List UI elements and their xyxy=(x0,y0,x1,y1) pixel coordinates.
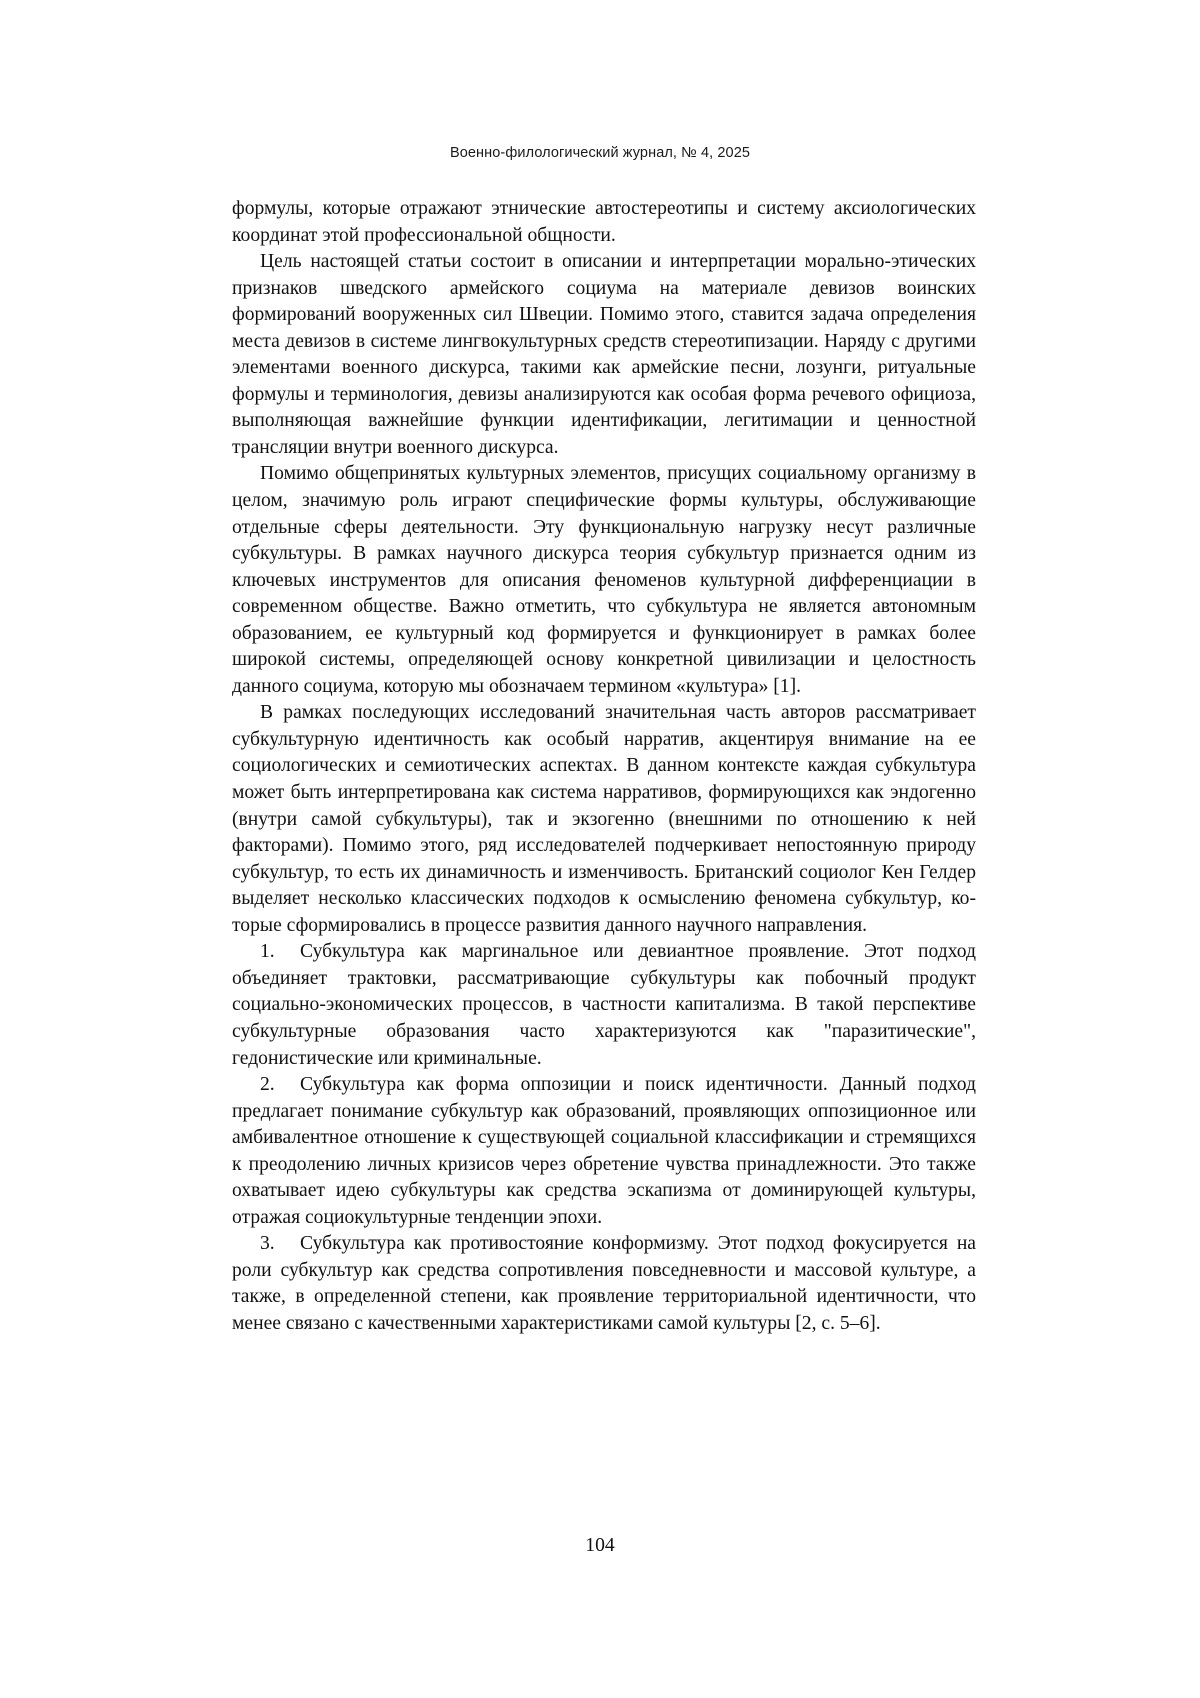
page-number: 104 xyxy=(585,1535,615,1556)
running-header: Военно-филологический журнал, № 4, 2025 xyxy=(449,145,751,161)
list-number: 3. xyxy=(260,1233,275,1255)
list-number: 1. xyxy=(260,941,275,963)
paragraph-article-goal: Цель настоящей статьи состоит в описании и интерпретации морально-этических признаков шведского армейского социума на материале девизов воинских формирований вооруженных сил Швеции. Помимо этого, ставится задача определения места девизов в системе лингвокультурных средств стереотипизации. Наряду с другими элементами военного дискурса, такими как армейские песни, лозунги, ритуальные формулы и терминология, девизы анализируются как особая форма речевого официоза, выполняющая важнейшие функции идентификации, легитимации и ценностной трансляции внутри военного дискурса. xyxy=(232,251,976,458)
paragraph-subcultures: Помимо общепринятых культурных элементов, присущих социальному организму в целом, значимую роль играют специфические формы культуры, обслуживающие отдельные сферы деятельности. Эту функциональную нагрузку несут различные субкультуры. В рамках научного дискурса теория субкультур признается одним из ключевых инструментов для описания феноменов культурной дифференциации в современном обществе. Важно отметить, что субкультура не является автономным образованием, ее культурный код формируется и функционирует в рамках более широкой системы, определяющей основу конкретной цивилизации и целостность данного социума, которую мы обозначаем термином «культура» [1]. xyxy=(232,463,976,697)
paragraph-approaches: В рамках последующих исследований значительная часть авторов рассматривает субкультурную идентичность как особый нарратив, акцентируя внимание на ее социологических и семиотических аспектах. В данном контексте каждая субкультура может быть интерпретирована как система нарративов, формирующихся как эндогенно (внутри самой субкультуры), так и экзогенно (внешними по отношению к ней факторами). Помимо этого, ряд исследователей подчеркивает непостоянную природу субкультур, то есть их динамичность и изменчивость. Британский социолог Кен Гелдер выделяет несколько классических подходов к осмыслению феномена субкультур, которые сформировались в процессе развития данного научного направления. xyxy=(232,702,976,936)
list-item-text: Субкультура как форма оппозиции и поиск идентичности. Данный подход предлагает понимание субкультур как образований, проявляющих оппозиционное или амбивалентное отношение к существующей социальной классификации и стремящихся к преодолению личных кризисов через обретение чувства принадлежности. Это также охватывает идею субкультуры как средства эскапизма от доминирующей культуры, отражая социокультурные тенденции эпохи. xyxy=(232,1074,976,1228)
list-item-text: Субкультура как противостояние конформизму. Этот подход фокусируется на роли субкультур как средства сопротивления повседневности и массовой культуре, а также, в определенной степени, как проявление территориальной идентичности, что менее связано с качественными характеристиками самой культуры [2, с. 5–6]. xyxy=(232,1233,976,1334)
body-text xyxy=(232,196,976,1338)
list-item-2 xyxy=(232,1072,976,1231)
list-number: 2. xyxy=(260,1074,275,1096)
list-item-text: Субкультура как маргинальное или девиантное проявление. Этот подход объединяет трактовки, рассматривающие субкультуры как побочный продукт социально-экономических процессов, в частности капитализма. В такой перспективе субкультурные образования часто характеризуются как "паразитические", гедонистические или криминальные. xyxy=(232,941,976,1069)
list-item-3 xyxy=(232,1231,976,1337)
list-item-1 xyxy=(232,939,976,1072)
paragraph-continuation: формулы, которые отражают этнические автостереотипы и систему аксиологических координат этой профессиональной общности. xyxy=(232,198,976,246)
